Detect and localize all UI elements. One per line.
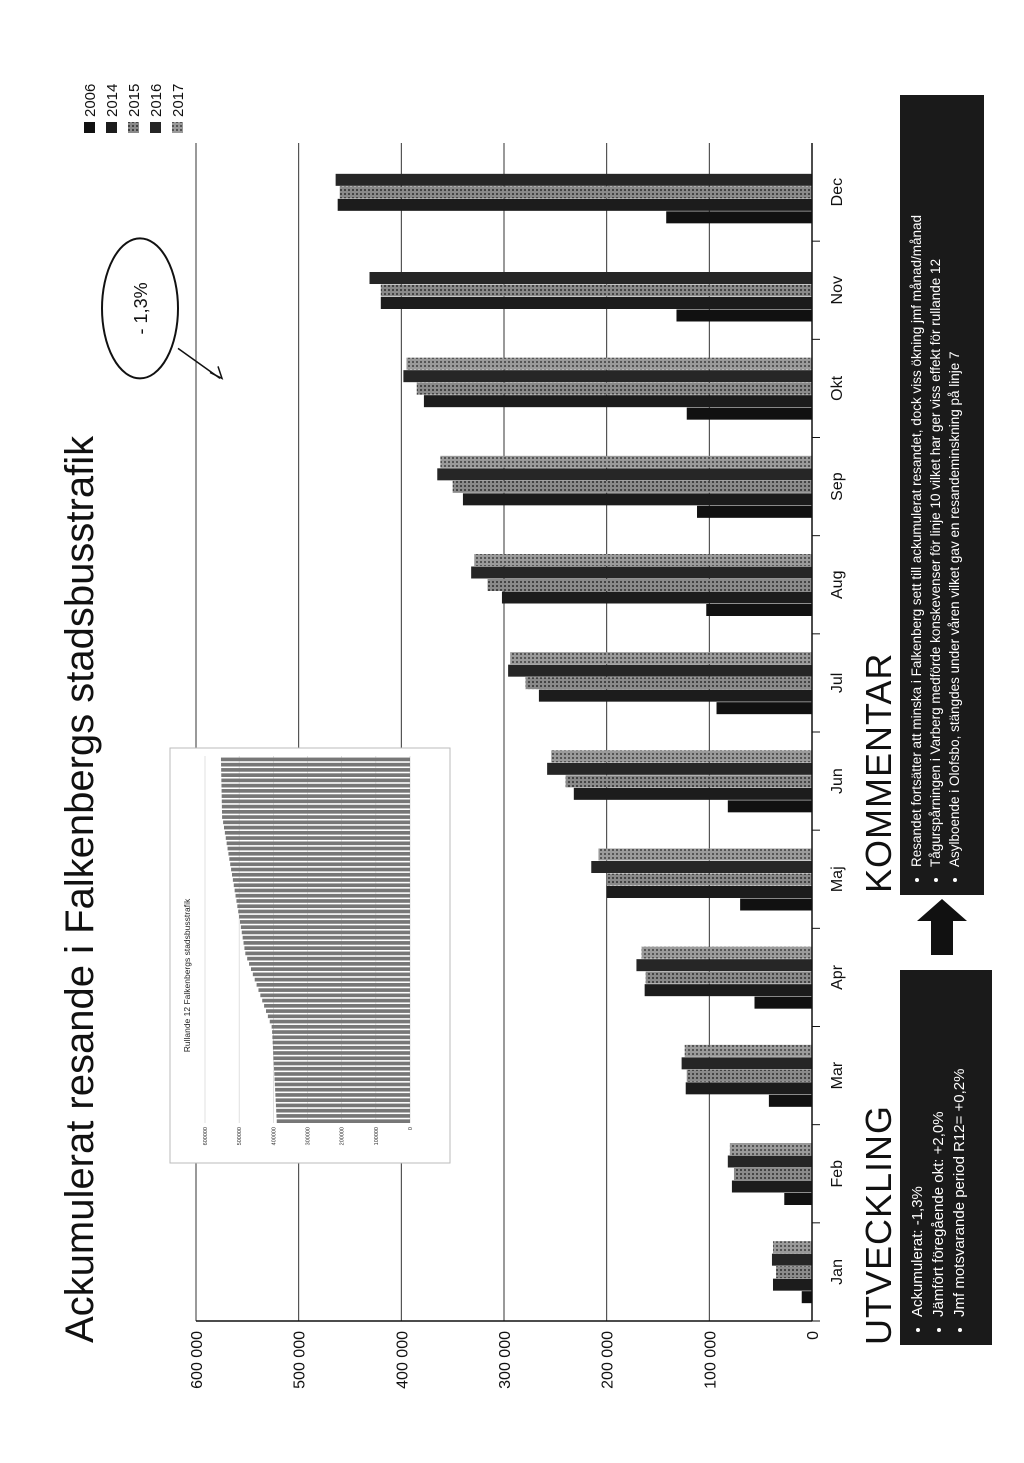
- bar-2015-Feb: [734, 1168, 812, 1180]
- inset-bar: [221, 779, 410, 783]
- bar-2006-Nov: [676, 310, 812, 322]
- arrow-right-icon: [915, 897, 970, 955]
- inset-bar: [276, 1104, 410, 1108]
- inset-bar: [242, 931, 410, 935]
- inset-bar: [240, 920, 410, 924]
- inset-bar: [251, 967, 410, 971]
- utveckling-item: • Jämfört föregående okt: +2,0%: [929, 982, 949, 1317]
- inset-bar: [274, 1072, 410, 1076]
- inset-bar: [253, 973, 410, 977]
- inset-bar: [236, 899, 410, 903]
- inset-bar: [221, 784, 410, 788]
- y-tick-label: 200 000: [599, 1331, 617, 1389]
- legend-label: 2006: [82, 83, 99, 117]
- bar-2014-Dec: [338, 199, 812, 211]
- inset-bar: [225, 831, 410, 835]
- y-tick-label: 600 000: [189, 1331, 206, 1389]
- inset-bar: [233, 878, 410, 882]
- inset-bar: [221, 763, 410, 767]
- inset-bar: [222, 794, 410, 798]
- bar-2016-Jul: [508, 665, 812, 677]
- inset-y-tick: 300000: [305, 1127, 312, 1146]
- inset-bar: [231, 868, 410, 872]
- x-tick-label: Feb: [829, 1159, 846, 1188]
- utveckling-heading: UTVECKLING: [858, 1104, 899, 1345]
- x-tick-label: Maj: [829, 866, 846, 893]
- inset-y-tick: 0: [408, 1127, 414, 1131]
- bar-2006-Okt: [687, 408, 812, 420]
- bar-2017-Mar: [685, 1045, 812, 1057]
- bar-2014-Apr: [645, 984, 812, 996]
- inset-bar: [249, 962, 410, 966]
- bar-2016-Okt: [403, 370, 812, 382]
- inset-bar: [273, 1041, 410, 1045]
- bar-2016-Jun: [547, 763, 812, 775]
- bar-2016-Dec: [336, 174, 812, 186]
- inset-y-tick: 400000: [271, 1127, 278, 1146]
- bar-2017-Jul: [510, 652, 812, 664]
- bar-2017-Sep: [440, 456, 812, 468]
- bar-2016-Nov: [370, 272, 812, 284]
- inset-y-tick: 200000: [339, 1127, 346, 1146]
- kommentar-item: • Asylboende i Olofsbo, stängdes under våren vilket gav en resandeminskning på linje 7: [946, 107, 964, 867]
- legend: [82, 84, 187, 133]
- bar-2006-Dec: [666, 211, 812, 223]
- bar-2015-Jan: [776, 1266, 812, 1278]
- inset-bar: [275, 1077, 410, 1081]
- inset-chart: [170, 748, 450, 1163]
- chart-title: Ackumulerat resande i Falkenbergs stadsbusstrafik: [58, 435, 102, 1343]
- bar-2014-Nov: [381, 297, 812, 309]
- inset-bar: [258, 988, 410, 992]
- bar-2017-Apr: [642, 947, 812, 959]
- bar-2016-Jan: [772, 1254, 812, 1266]
- bar-2016-Mar: [682, 1057, 812, 1069]
- inset-bar: [255, 978, 410, 982]
- inset-bar: [257, 983, 410, 987]
- bar-2016-Apr: [636, 959, 812, 971]
- utveckling-box: [900, 970, 992, 1345]
- annotation-label: - 1,3%: [131, 282, 151, 335]
- kommentar-item: • Resandet fortsätter att minska i Falkenberg sett till ackumulerat resandet, dock viss ökning jmf månad/månad: [908, 107, 926, 867]
- bar-2006-Jan: [802, 1291, 812, 1303]
- inset-bar: [277, 1119, 410, 1123]
- bar-2014-Jun: [574, 788, 812, 800]
- bar-2015-Sep: [453, 481, 812, 493]
- bar-2016-Aug: [471, 567, 812, 579]
- bar-2017-Aug: [474, 554, 812, 566]
- inset-bar: [241, 925, 410, 929]
- inset-bar: [273, 1056, 410, 1060]
- bar-2006-Apr: [755, 997, 812, 1009]
- inset-bar: [275, 1093, 410, 1097]
- bar-2015-Maj: [607, 874, 812, 886]
- inset-bar: [235, 889, 410, 893]
- inset-bar: [221, 768, 410, 772]
- bar-2014-Jul: [539, 690, 812, 702]
- x-tick-label: Aug: [829, 570, 846, 599]
- inset-bar: [229, 857, 410, 861]
- inset-bar: [228, 847, 410, 851]
- bar-2015-Jun: [566, 775, 812, 787]
- inset-bar: [223, 820, 410, 824]
- x-tick-label: Dec: [829, 177, 846, 207]
- inset-bar: [260, 994, 410, 998]
- inset-y-tick: 100000: [373, 1127, 380, 1146]
- inset-bar: [275, 1088, 410, 1092]
- annotation: [102, 238, 222, 378]
- legend-label: 2014: [104, 83, 121, 117]
- bar-2014-Okt: [424, 395, 812, 407]
- bar-2014-Aug: [502, 592, 812, 604]
- inset-bar: [222, 810, 410, 814]
- bar-2017-Feb: [730, 1143, 812, 1155]
- inset-bar: [266, 1009, 410, 1013]
- inset-bar: [238, 910, 410, 914]
- bar-2014-Jan: [773, 1279, 812, 1291]
- inset-bar: [273, 1051, 410, 1055]
- bar-2006-Jun: [728, 800, 812, 812]
- y-tick-label: 100 000: [702, 1331, 720, 1389]
- inset-bar: [226, 836, 410, 840]
- utveckling-item: • Jmf motsvarande period R12= +0,2%: [950, 982, 970, 1317]
- inset-bar: [276, 1109, 410, 1113]
- inset-bar: [237, 904, 410, 908]
- inset-bar: [244, 941, 410, 945]
- inset-bar: [227, 841, 410, 845]
- inset-bar: [244, 946, 410, 950]
- inset-bar: [239, 915, 410, 919]
- legend-label: 2016: [148, 83, 165, 117]
- inset-bar: [222, 800, 410, 804]
- inset-bar: [236, 894, 410, 898]
- inset-bar: [276, 1098, 410, 1102]
- legend-swatch: [84, 122, 95, 133]
- x-tick-label: Sep: [829, 472, 846, 501]
- bar-2016-Maj: [591, 861, 812, 873]
- x-tick-label: Jul: [829, 672, 846, 694]
- inset-bar: [245, 952, 410, 956]
- inset-bar: [247, 957, 410, 961]
- x-tick-label: Okt: [829, 375, 846, 401]
- legend-label: 2015: [126, 83, 143, 117]
- legend-swatch: [172, 122, 183, 133]
- inset-bar: [230, 862, 410, 866]
- inset-bar: [264, 1004, 410, 1008]
- inset-bar: [272, 1035, 410, 1039]
- y-tick-label: 400 000: [394, 1331, 412, 1389]
- kommentar-item: • Tågurspårningen i Varberg medförde konskevenser för linje 10 vilket har ger viss effekt för rullande 12: [927, 107, 945, 867]
- inset-bar: [272, 1025, 410, 1029]
- bar-2014-Feb: [732, 1181, 812, 1193]
- legend-swatch: [106, 122, 117, 133]
- inset-bar: [222, 805, 410, 809]
- inset-bar: [275, 1083, 410, 1087]
- bar-2014-Sep: [463, 493, 812, 505]
- inset-bar: [221, 758, 410, 762]
- y-tick-label: 300 000: [497, 1331, 514, 1389]
- bar-2017-Maj: [598, 849, 812, 861]
- utveckling-item: • Ackumulerat: -1,3%: [908, 982, 928, 1317]
- inset-bar: [243, 936, 410, 940]
- bar-2015-Apr: [646, 972, 812, 984]
- kommentar-box: [900, 95, 984, 895]
- bar-2006-Sep: [697, 506, 812, 518]
- kommentar-heading: KOMMENTAR: [858, 652, 899, 893]
- bar-2014-Maj: [607, 886, 812, 898]
- inset-bar: [234, 883, 410, 887]
- y-tick-label: 0: [805, 1331, 822, 1340]
- bar-2015-Jul: [526, 677, 812, 689]
- bar-2015-Mar: [687, 1070, 812, 1082]
- bar-2017-Jan: [773, 1241, 812, 1253]
- inset-bar: [276, 1114, 410, 1118]
- inset-bar: [228, 852, 410, 856]
- x-tick-label: Jan: [829, 1259, 846, 1285]
- inset-bar: [268, 1014, 410, 1018]
- bar-2016-Sep: [437, 468, 812, 480]
- bar-2015-Nov: [381, 285, 812, 297]
- x-tick-label: Apr: [829, 964, 846, 990]
- bar-2006-Feb: [784, 1193, 812, 1205]
- bar-2006-Jul: [717, 702, 812, 714]
- legend-swatch: [150, 122, 161, 133]
- bar-2015-Dec: [340, 186, 812, 198]
- inset-bar: [274, 1062, 410, 1066]
- inset-bar: [272, 1030, 410, 1034]
- bar-2015-Aug: [488, 579, 812, 591]
- bar-2017-Okt: [406, 358, 812, 370]
- x-tick-label: Mar: [829, 1061, 846, 1090]
- inset-bar: [222, 789, 410, 793]
- bar-2015-Okt: [417, 383, 812, 395]
- x-tick-label: Nov: [829, 276, 846, 305]
- bar-2014-Mar: [686, 1082, 812, 1094]
- inset-bar: [222, 815, 410, 819]
- inset-y-tick: 600000: [203, 1127, 209, 1146]
- bar-2006-Aug: [706, 604, 812, 616]
- inset-bar: [221, 773, 410, 777]
- inset-bar: [274, 1067, 410, 1071]
- inset-bar: [224, 826, 410, 830]
- inset-bar: [270, 1020, 410, 1024]
- legend-label: 2017: [170, 83, 187, 117]
- bar-2016-Feb: [728, 1156, 812, 1168]
- x-tick-label: Jun: [829, 768, 846, 794]
- inset-bar: [262, 999, 410, 1003]
- inset-y-tick: 500000: [237, 1127, 244, 1146]
- bar-2006-Maj: [740, 899, 812, 911]
- inset-title: Rullande 12 Falkenbergs stadsbusstrafik: [182, 898, 192, 1053]
- bar-2017-Jun: [551, 750, 812, 762]
- legend-swatch: [128, 122, 139, 133]
- inset-bar: [232, 873, 410, 877]
- bar-2006-Mar: [769, 1095, 812, 1107]
- inset-bar: [273, 1046, 410, 1050]
- y-tick-label: 500 000: [291, 1331, 309, 1389]
